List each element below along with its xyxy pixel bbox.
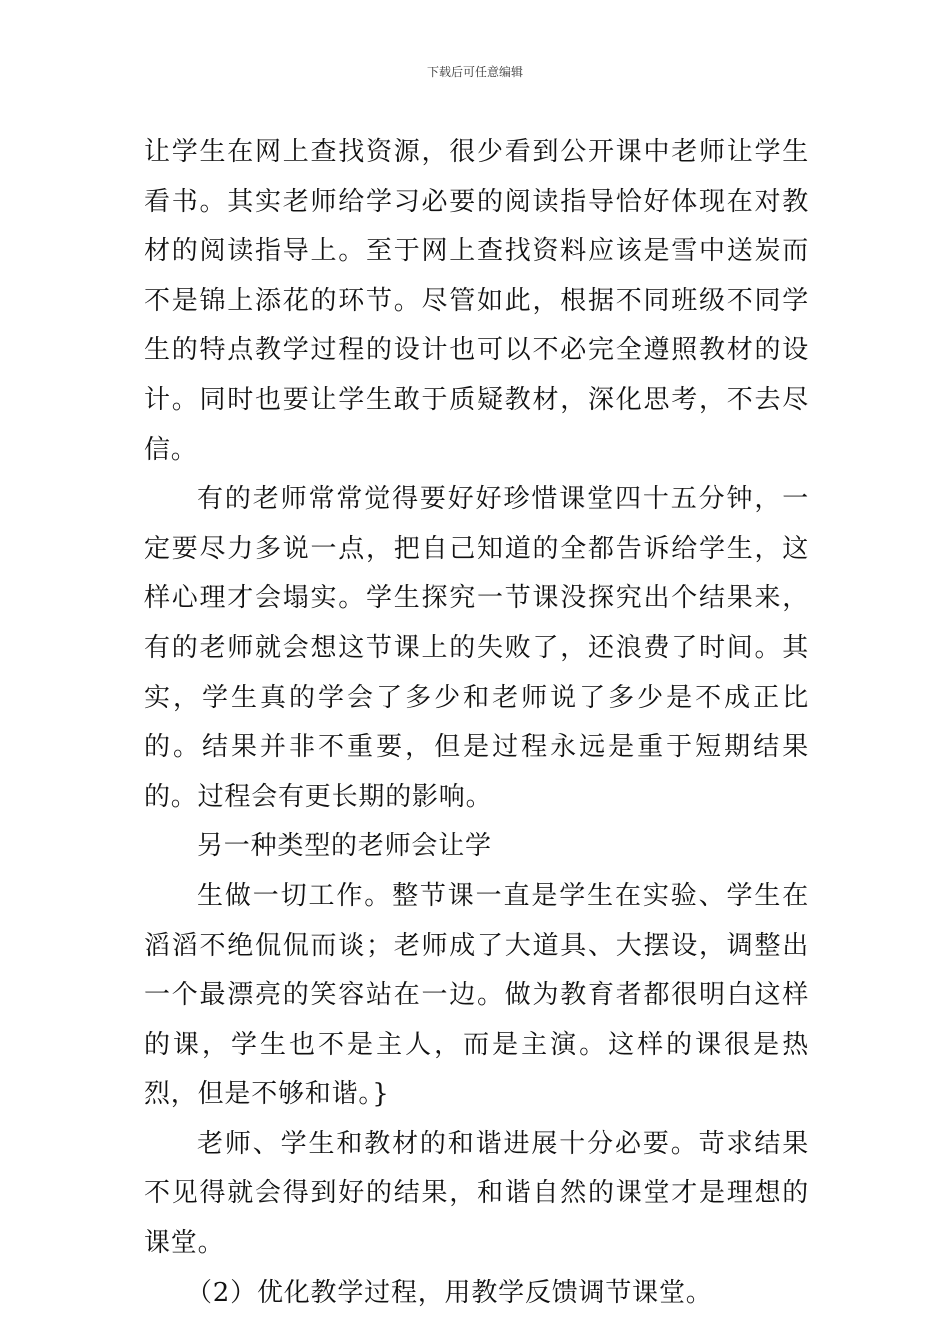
paragraph-5: 老师、学生和教材的和谐进展十分必要。苛求结果不见得就会得到好的结果，和谐自然的课堂才是理想的课堂。 (144, 1128, 809, 1259)
paragraph-2: 有的老师常常觉得要好好珍惜课堂四十五分钟，一定要尽力多说一点，把自己知道的全都告诉给学生，这样心理才会塌实。学生探究一节课没探究出个结果来，有的老师就会想这节课上的失败了，还浪费了时间。其实，学生真的学会了多少和老师说了多少是不成正比的。结果并非不重要，但是过程永远是重于短期结果的。过程会有更长期的影响。 (144, 484, 809, 812)
paragraph-3: 另一种类型的老师会让学 (197, 831, 492, 862)
document-body (144, 128, 809, 1318)
paragraph-1: 让学生在网上查找资源，很少看到公开课中老师让学生看书。其实老师给学习必要的阅读指导恰好体现在对教材的阅读指导上。至于网上查找资料应该是雪中送炭而不是锦上添花的环节。尽管如此，根据不同班级不同学生的特点教学过程的设计也可以不必完全遵照教材的设计。同时也要让学生敢于质疑教材，深化思考，不去尽信。 (144, 137, 809, 465)
paragraph-4: 生做一切工作。整节课一直是学生在实验、学生在滔滔不绝侃侃而谈；老师成了大道具、大摆设，调整出一个最漂亮的笑容站在一边。做为教育者都很明白这样的课，学生也不是主人，而是主演。这样的课很是热烈，但是不够和谐。} (144, 880, 809, 1110)
section-heading: （2）优化教学过程，用教学反馈调节课堂。 (186, 1277, 713, 1308)
page-header: 下载后可任意编辑 (426, 65, 523, 79)
